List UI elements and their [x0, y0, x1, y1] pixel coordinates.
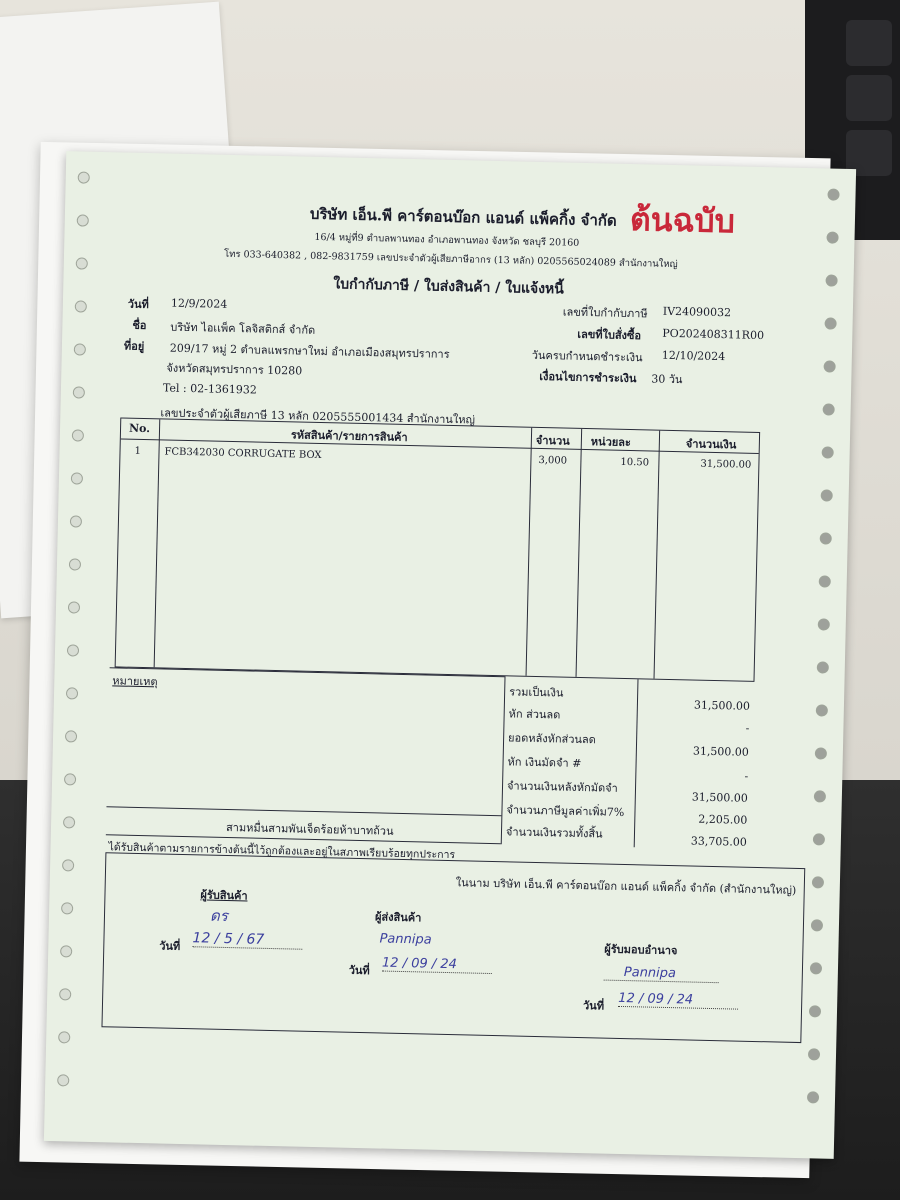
- sender-date: 12 / 09 / 24: [382, 956, 492, 974]
- row-no: 1: [134, 445, 142, 457]
- tractor-hole: [64, 773, 76, 785]
- tractor-hole: [815, 747, 827, 759]
- tractor-hole: [78, 171, 90, 183]
- tractor-hole: [61, 902, 73, 914]
- due-date: 12/10/2024: [661, 348, 726, 364]
- row-qty: 3,000: [538, 454, 568, 467]
- tractor-hole: [810, 962, 822, 974]
- tractor-hole: [69, 558, 81, 570]
- sender-signature: Pannipa: [379, 931, 432, 948]
- sender-label: ผู้ส่งสินค้า: [374, 910, 422, 925]
- tractor-hole: [58, 1031, 70, 1043]
- tractor-hole: [63, 816, 75, 828]
- total-value-deposit: -: [744, 769, 749, 783]
- total-value-discount: -: [745, 721, 750, 735]
- tractor-hole: [75, 300, 87, 312]
- po-no-label: เลขที่ใบสั่งซื้อ: [577, 327, 642, 343]
- terms-value: 30 วัน: [651, 372, 683, 387]
- tractor-hole: [74, 343, 86, 355]
- remark-label: หมายเหตุ: [112, 674, 158, 689]
- total-label-subtotal: รวมเป็นเงิน: [509, 685, 564, 700]
- tractor-hole: [807, 1091, 819, 1103]
- tractor-hole: [60, 945, 72, 957]
- tractor-hole: [67, 644, 79, 656]
- customer-address-line2: จังหวัดสมุทรปราการ 10280: [166, 361, 303, 378]
- address-label: ที่อยู่: [123, 339, 145, 353]
- total-value-after-deposit: 31,500.00: [691, 790, 748, 805]
- receiver-date: 12 / 5 / 67: [192, 930, 302, 949]
- name-label: ชื่อ: [132, 318, 147, 333]
- remark-area: [106, 667, 504, 816]
- signature-box: [101, 852, 805, 1043]
- header-no: No.: [128, 421, 151, 436]
- tractor-hole: [70, 515, 82, 527]
- total-label-after-deposit: จำนวนเงินหลังหักมัดจำ: [506, 779, 618, 795]
- tractor-hole: [57, 1074, 69, 1086]
- po-no: PO202408311R00: [662, 326, 765, 343]
- tractor-hole: [77, 214, 89, 226]
- total-label-vat: จำนวนภาษีมูลค่าเพิ่ม7%: [506, 803, 625, 819]
- header-unit-price: หน่วยละ: [590, 435, 632, 450]
- tractor-hole: [823, 403, 835, 415]
- total-value-grand: 33,705.00: [690, 834, 747, 849]
- terms-label: เงื่อนไขการชำระเงิน: [539, 369, 637, 386]
- tractor-hole: [824, 317, 836, 329]
- tractor-hole: [71, 472, 83, 484]
- tractor-hole: [812, 876, 824, 888]
- row-unit-price: 10.50: [620, 456, 650, 469]
- totals-box: [501, 676, 755, 850]
- document-title: ใบกำกับภาษี / ใบส่งสินค้า / ใบแจ้งหนี้: [333, 276, 565, 298]
- tractor-hole: [66, 687, 78, 699]
- tractor-hole: [809, 1005, 821, 1017]
- total-value-after-discount: 31,500.00: [692, 744, 750, 759]
- customer-address-line1: 209/17 หมู่ 2 ตำบลแพรกษาใหม่ อำเภอเมืองสมุทรปราการ: [169, 341, 450, 361]
- authorized-label: ผู้รับมอบอำนาจ: [604, 942, 678, 958]
- company-contact: โทร 033-640382 , 082-9831759 เลขประจำตัวผู้เสียภาษีอากร (13 หลัก) 0205565024089 สำนักงานใหญ่: [223, 248, 678, 271]
- total-label-after-discount: ยอดหลังหักส่วนลด: [507, 731, 597, 747]
- original-stamp: ต้นฉบับ: [629, 199, 736, 241]
- tractor-hole: [76, 257, 88, 269]
- customer-name: บริษัท ไอเเพ็ค โลจิสติกส์ จำกัด: [170, 320, 316, 337]
- tax-invoice-no-label: เลขที่ใบกำกับภาษี: [562, 305, 648, 321]
- total-label-deposit: หัก เงินมัดจำ #: [507, 755, 582, 771]
- tractor-hole: [820, 532, 832, 544]
- total-label-discount: หัก ส่วนลด: [508, 707, 561, 722]
- due-date-label: วันครบกำหนดชำระเงิน: [531, 348, 643, 365]
- receiver-label: ผู้รับสินค้า: [200, 888, 248, 903]
- tractor-hole: [62, 859, 74, 871]
- total-label-grand: จำนวนเงินรวมทั้งสิ้น: [505, 825, 603, 841]
- tractor-hole: [825, 274, 837, 286]
- date-value: 12/9/2024: [170, 296, 228, 311]
- tractor-hole: [822, 446, 834, 458]
- total-value-subtotal: 31,500.00: [693, 698, 751, 713]
- receipt-note: ได้รับสินค้าตามรายการข้างต้นนี้ไว้ถูกต้องและอยู่ในสภาพเรียบร้อยทุกประการ: [108, 841, 456, 862]
- authorized-signature: Pannipa: [604, 965, 719, 984]
- tractor-hole: [65, 730, 77, 742]
- authorized-date: 12 / 09 / 24: [618, 991, 738, 1010]
- receiver-signature: ดร: [209, 906, 229, 926]
- tractor-hole: [827, 188, 839, 200]
- tractor-hole: [818, 618, 830, 630]
- tractor-hole: [72, 429, 84, 441]
- date-label: วันที่: [127, 297, 149, 312]
- tractor-hole: [824, 360, 836, 372]
- total-value-vat: 2,205.00: [698, 812, 748, 827]
- tractor-hole: [59, 988, 71, 1000]
- tractor-hole: [811, 919, 823, 931]
- tractor-hole: [821, 489, 833, 501]
- customer-tax-id: เลขประจำตัวผู้เสียภาษี 13 หลัก 0205555001434 สำนักงานใหญ่: [160, 406, 476, 427]
- receiver-date-label: วันที่: [159, 939, 181, 953]
- amount-in-words: สามหมื่นสามพันเจ็ดร้อยห้าบาทถ้วน: [225, 820, 394, 838]
- row-amount: 31,500.00: [700, 458, 752, 471]
- tractor-hole: [813, 833, 825, 845]
- header-qty: จำนวน: [535, 433, 570, 448]
- row-description: FCB342030 CORRUGATE BOX: [164, 446, 322, 462]
- customer-tel: Tel : 02-1361932: [162, 381, 258, 397]
- header-amount: จำนวนเงิน: [685, 437, 737, 452]
- tractor-hole: [816, 704, 828, 716]
- tax-invoice-no: IV24090032: [662, 304, 732, 320]
- sender-date-label: วันที่: [348, 963, 370, 978]
- authorized-date-label: วันที่: [582, 999, 605, 1013]
- company-address: 16/4 หมู่ที่9 ตำบลพานทอง อำเภอพานทอง จังหวัด ชลบุรี 20160: [314, 231, 580, 249]
- tractor-hole: [73, 386, 85, 398]
- on-behalf-text: ในนาม บริษัท เอ็น.พี คาร์ตอนบ๊อก แอนด์ แพ็คกิ้ง จำกัด (สำนักงานใหญ่): [455, 876, 797, 897]
- tractor-hole: [814, 790, 826, 802]
- items-table: [115, 417, 761, 681]
- tractor-hole: [68, 601, 80, 613]
- tractor-hole: [817, 661, 829, 673]
- company-name: บริษัท เอ็น.พี คาร์ตอนบ๊อก แอนด์ แพ็คกิ้ง จำกัด: [309, 204, 617, 230]
- header-description: รหัสสินค้า/รายการสินค้า: [290, 428, 408, 444]
- tractor-hole: [819, 575, 831, 587]
- tractor-hole: [808, 1048, 820, 1060]
- tractor-hole: [826, 231, 838, 243]
- invoice-sheet: [44, 151, 856, 1159]
